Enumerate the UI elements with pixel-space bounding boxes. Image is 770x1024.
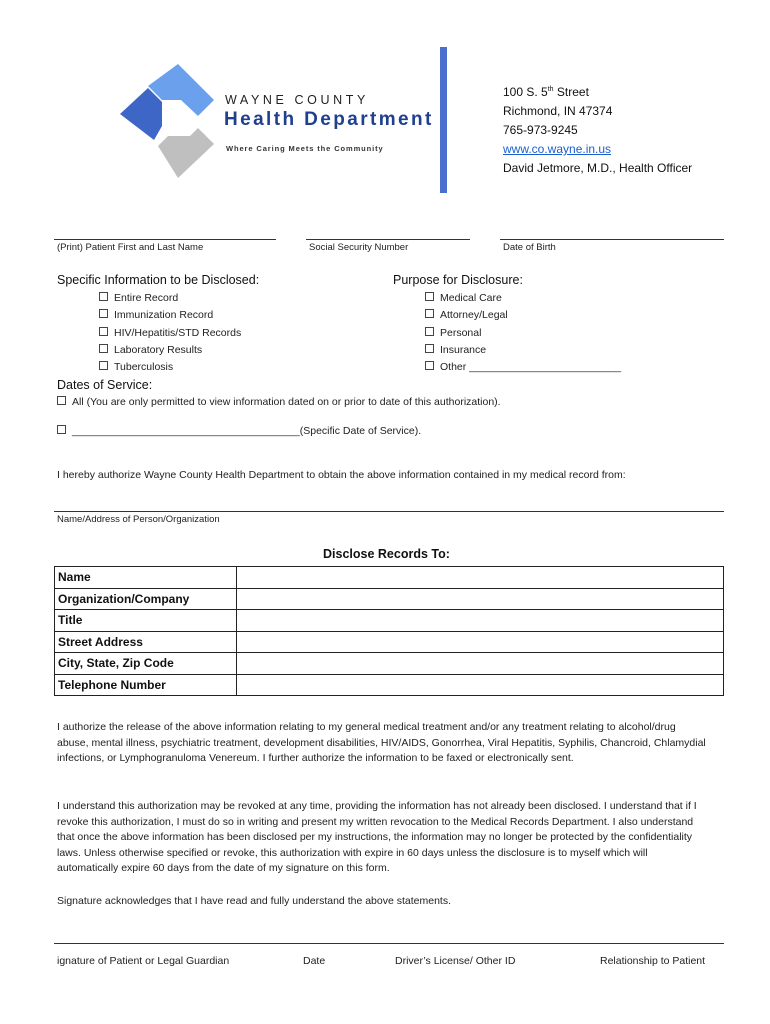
checkbox-icon	[57, 396, 66, 405]
row-label-street: Street Address	[55, 631, 237, 653]
table-row	[55, 610, 724, 632]
checkbox-icon	[57, 425, 66, 434]
checkbox-insurance[interactable]: Insurance	[425, 344, 486, 356]
table-row	[55, 588, 724, 610]
checkbox-all-dates[interactable]: All (You are only permitted to view information dated on or prior to date of this authorization).	[57, 396, 501, 408]
checkbox-medical-care[interactable]: Medical Care	[425, 292, 502, 304]
row-label-name: Name	[55, 567, 237, 589]
checkbox-icon	[425, 309, 434, 318]
checkbox-icon	[99, 309, 108, 318]
acknowledgement-text: Signature acknowledges that I have read and fully understand the above statements.	[57, 895, 452, 907]
street-input[interactable]	[237, 631, 724, 653]
person-organization-label: Name/Address of Person/Organization	[57, 514, 220, 525]
row-label-city-state-zip: City, State, Zip Code	[55, 653, 237, 675]
phone-number: 765-973-9245	[503, 123, 578, 137]
checkbox-tuberculosis[interactable]: Tuberculosis	[99, 361, 173, 373]
patient-name-label: (Print) Patient First and Last Name	[57, 242, 204, 253]
health-officer: David Jetmore, M.D., Health Officer	[503, 161, 693, 175]
table-row	[55, 567, 724, 589]
dates-of-service-heading: Dates of Service:	[57, 378, 153, 392]
release-paragraph: I authorize the release of the above information relating to my general medical treatment and/or any treatment relating to alcohol/drug abuse, mental illness, psychiatric treatment, development disabilities, HIV/AIDS, Gonorrhea, Viral Hepatitis, Syphilis, Chancroid, Chlamydial infections, or Lymphogranuloma Venereum. I further authorize the information to be faxed or electronically sent.	[57, 721, 706, 764]
date-label: Date	[303, 955, 326, 967]
checkbox-icon	[99, 361, 108, 370]
checkbox-entire-record[interactable]: Entire Record	[99, 292, 178, 304]
header-divider	[440, 47, 447, 193]
checkbox-icon	[425, 361, 434, 370]
brand-county: WAYNE COUNTY	[225, 93, 369, 107]
checkbox-other[interactable]: Other __________________________	[425, 361, 621, 373]
row-label-title: Title	[55, 610, 237, 632]
purpose-heading: Purpose for Disclosure:	[393, 273, 523, 287]
checkbox-personal[interactable]: Personal	[425, 327, 481, 339]
checkbox-icon	[425, 344, 434, 353]
telephone-input[interactable]	[237, 674, 724, 696]
ssn-line[interactable]	[306, 239, 470, 240]
checkbox-laboratory-results[interactable]: Laboratory Results	[99, 344, 202, 356]
checkbox-icon	[99, 327, 108, 336]
title-input[interactable]	[237, 610, 724, 632]
disclose-records-table	[54, 566, 724, 696]
city-state-zip: Richmond, IN 47374	[503, 104, 613, 118]
checkbox-specific-date[interactable]: _______________________________________(Specific Date of Service).	[57, 425, 421, 437]
table-row	[55, 653, 724, 675]
checkbox-icon	[425, 292, 434, 301]
ssn-label: Social Security Number	[309, 242, 409, 253]
patient-name-line[interactable]	[54, 239, 276, 240]
row-label-organization: Organization/Company	[55, 588, 237, 610]
brand-department: Health Department	[224, 109, 434, 130]
person-organization-line[interactable]	[54, 511, 724, 512]
relationship-label: Relationship to Patient	[600, 955, 706, 967]
logo-icon	[118, 62, 228, 180]
checkbox-icon	[99, 292, 108, 301]
name-input[interactable]	[237, 567, 724, 589]
signature-line[interactable]	[54, 943, 724, 944]
checkbox-hiv-hepatitis-std[interactable]: HIV/Hepatitis/STD Records	[99, 327, 241, 339]
dob-line[interactable]	[500, 239, 724, 240]
brand-tagline: Where Caring Meets the Community	[226, 144, 384, 153]
website-link[interactable]: www.co.wayne.in.us	[503, 142, 612, 156]
disclose-records-heading: Disclose Records To:	[323, 547, 450, 561]
table-row	[55, 674, 724, 696]
checkbox-attorney-legal[interactable]: Attorney/Legal	[425, 309, 508, 321]
checkbox-icon	[99, 344, 108, 353]
checkbox-immunization-record[interactable]: Immunization Record	[99, 309, 213, 321]
organization-input[interactable]	[237, 588, 724, 610]
city-state-zip-input[interactable]	[237, 653, 724, 675]
signature-label: ignature of Patient or Legal Guardian	[57, 955, 230, 967]
checkbox-icon	[425, 327, 434, 336]
row-label-telephone: Telephone Number	[55, 674, 237, 696]
revocation-paragraph: I understand this authorization may be revoked at any time, providing the information has not already been disclosed. I understand that if I revoke this authorization, I must do so in writing and present my written revocation to the Medical Records Department. I also understand that once the above information has been disclosed per my instructions, the information may no longer be protected by the confidentiality laws. Unless otherwise specified or revoke, this authorization with expire in 60 days unless the disclosure is to myself which will automatically expire 60 days from the date of my signature on this form.	[57, 800, 697, 874]
info-disclosed-heading: Specific Information to be Disclosed:	[57, 273, 260, 287]
address-line1: 100 S. 5th Street	[503, 85, 589, 99]
authorize-from-text: I hereby authorize Wayne County Health Department to obtain the above information contained in my medical record from:	[57, 469, 626, 481]
dob-label: Date of Birth	[503, 242, 556, 253]
drivers-license-label: Driver’s License/ Other ID	[395, 955, 516, 967]
table-row	[55, 631, 724, 653]
